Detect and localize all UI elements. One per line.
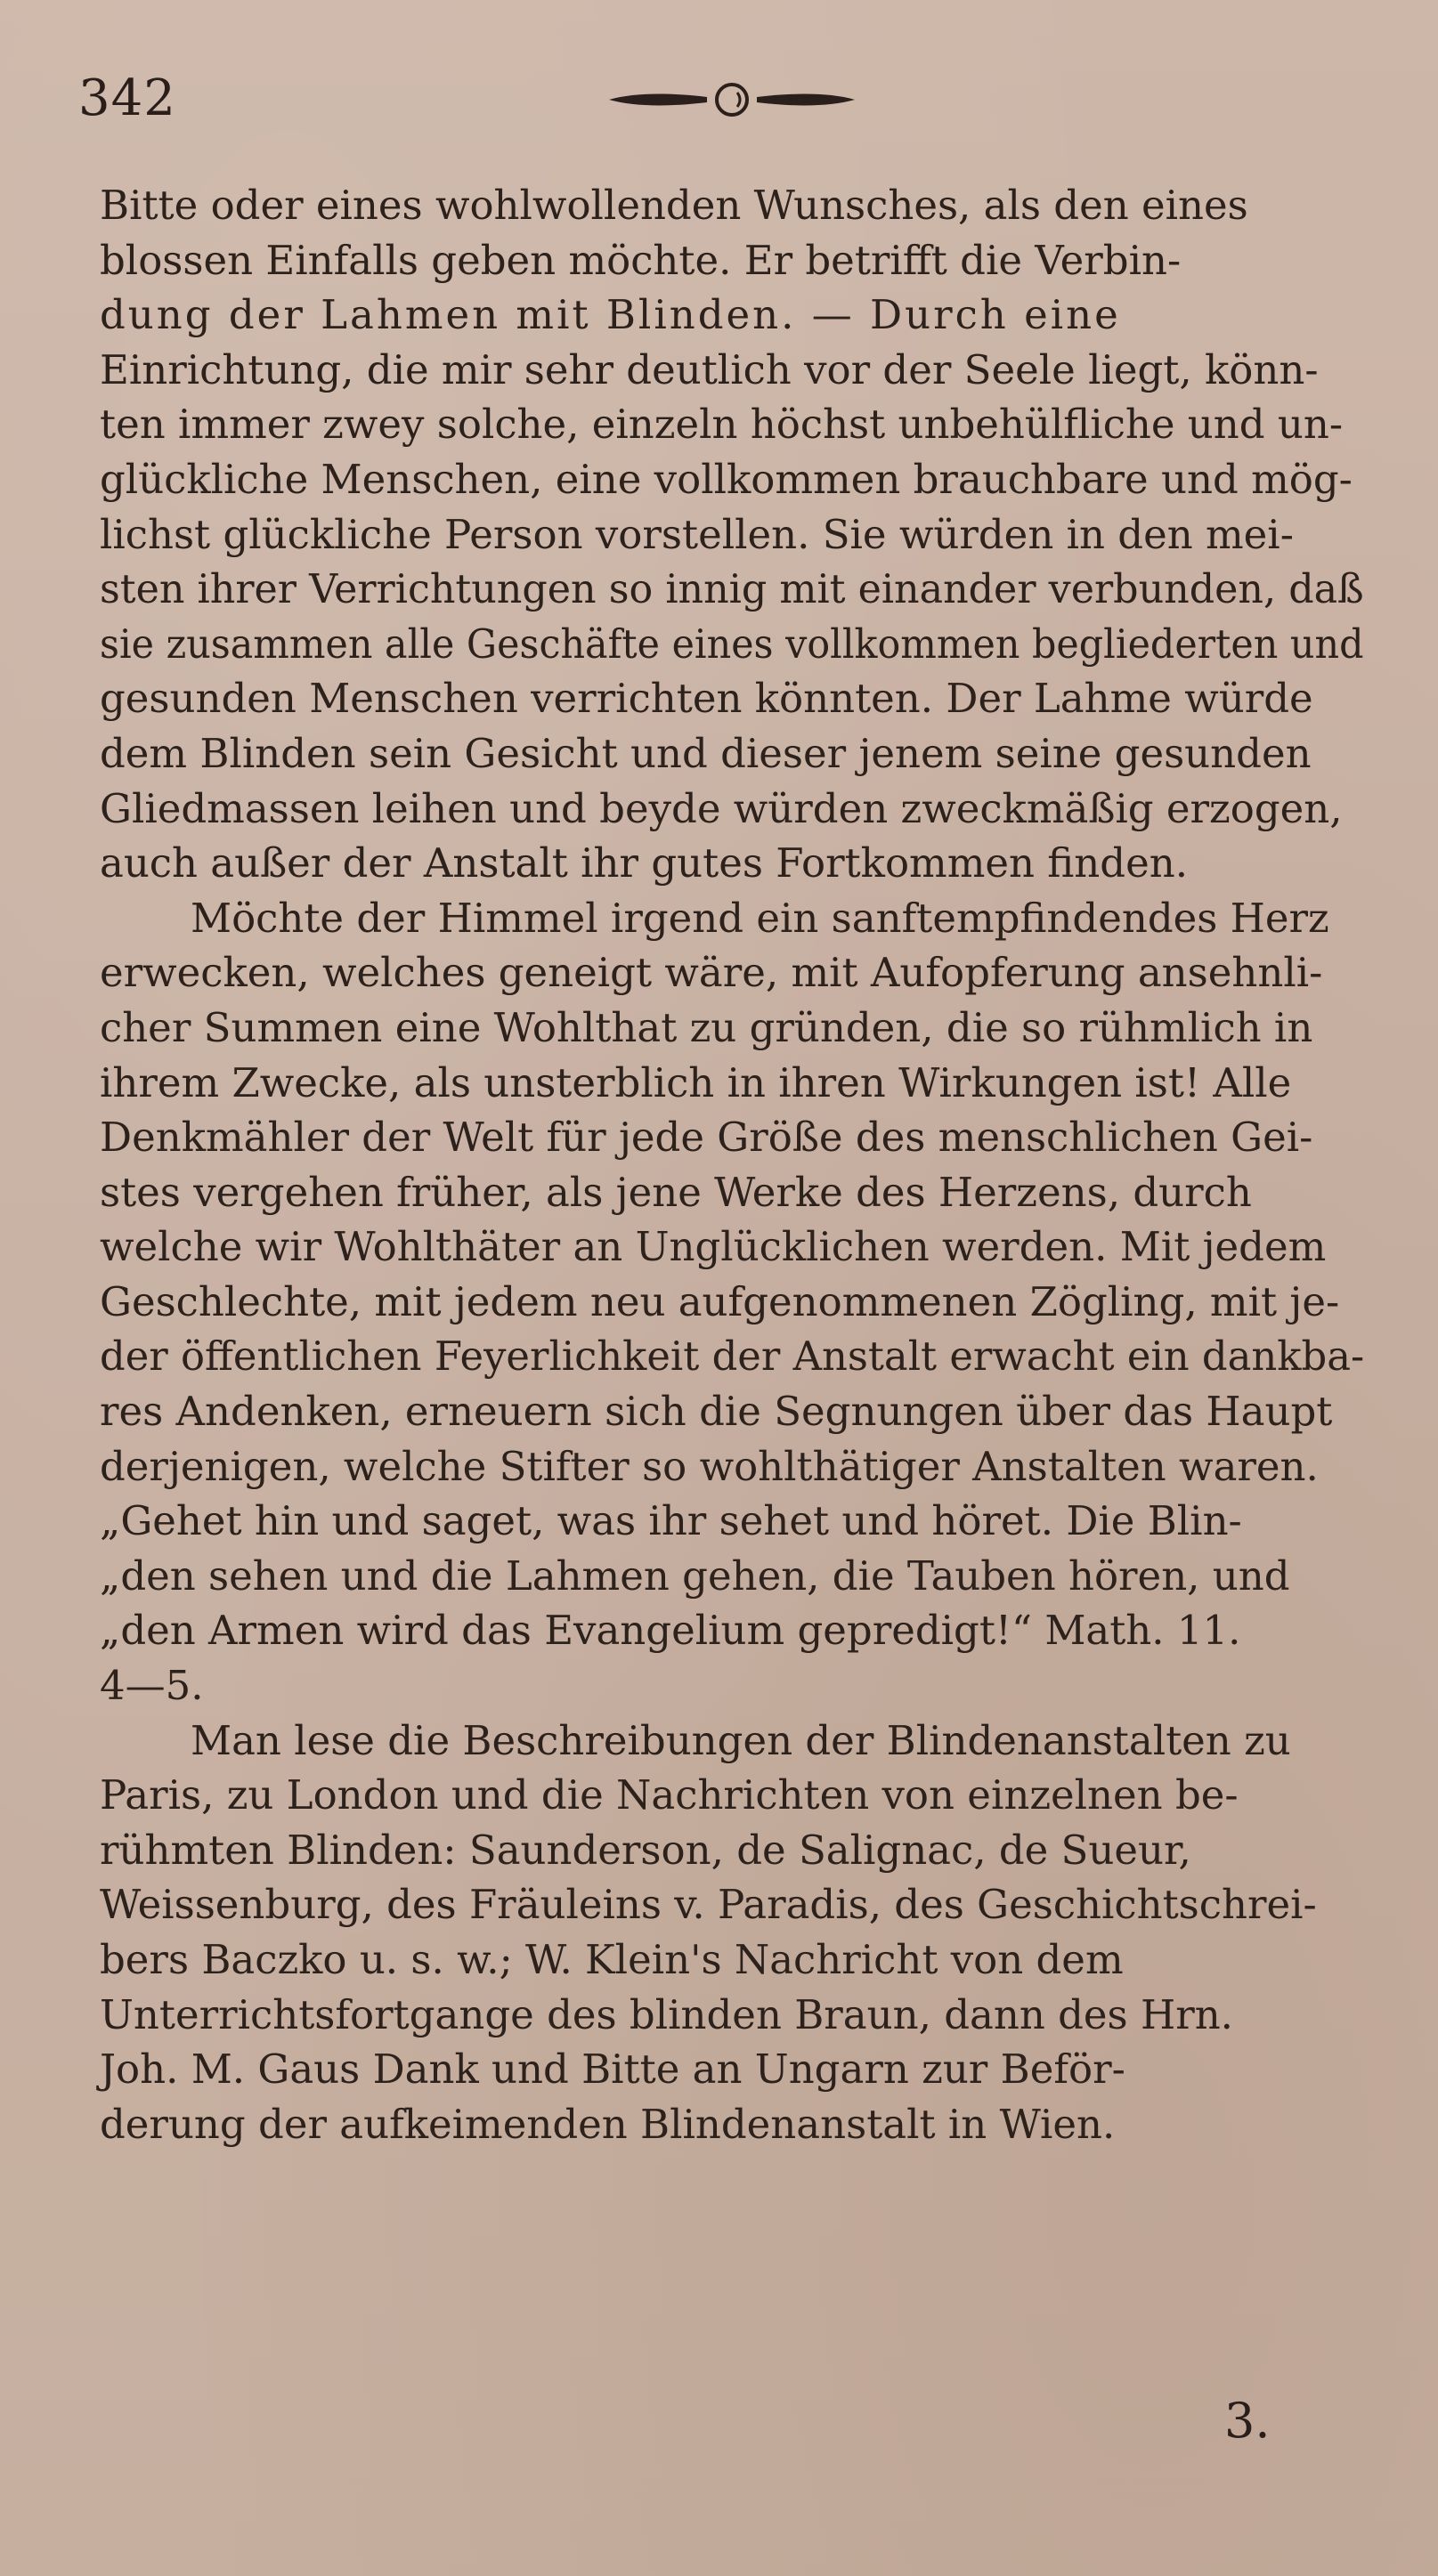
text-line: Joh. M. Gaus Dank und Bitte an Ungarn zur Beför-: [100, 2045, 1125, 2094]
text-line: welche wir Wohlthäter an Unglücklichen werden. Mit jedem: [100, 1223, 1327, 1271]
text-line: sten ihrer Verrichtungen so innig mit einander verbunden, daß: [100, 565, 1364, 613]
text-line: der öffentlichen Feyerlichkeit der Anstalt erwacht ein dankba-: [100, 1333, 1365, 1381]
page-number: 342: [78, 69, 176, 127]
text-line: Unterrichtsfortgange des blinden Braun, dann des Hrn.: [100, 1990, 1233, 2038]
text-line: ihrem Zwecke, als unsterblich in ihren Wirkungen ist! Alle: [100, 1058, 1292, 1106]
text-line: gesunden Menschen verrichten könnten. Der Lahme würde: [100, 675, 1313, 723]
text-line: cher Summen eine Wohlthat zu gründen, die so rühmlich in: [100, 1003, 1313, 1051]
text-line: bers Baczko u. s. w.; W. Klein's Nachricht von dem: [100, 1936, 1124, 1983]
text-line: ten immer zwey solche, einzeln höchst unbehülfliche und un-: [100, 401, 1344, 449]
text-line: Geschlechte, mit jedem neu aufgenommenen Zögling, mit je-: [100, 1277, 1340, 1325]
text-line: „den sehen und die Lahmen gehen, die Tauben hören, und: [100, 1551, 1290, 1600]
text-line: Gliedmassen leihen und beyde würden zweckmäßig erzogen,: [100, 784, 1343, 832]
text-line: derjenigen, welche Stifter so wohlthätiger Anstalten waren.: [100, 1442, 1319, 1490]
catchword: 3.: [1224, 2393, 1271, 2449]
text-line: Man lese die Beschreibungen der Blindenanstalten zu: [191, 1716, 1291, 1764]
text-line: derung der aufkeimenden Blindenanstalt in Wien.: [100, 2100, 1116, 2148]
text-line: Möchte der Himmel irgend ein sanftempfindendes Herz: [191, 894, 1329, 942]
text-line: dung der Lahmen mit Blinden. — Durch eine: [100, 291, 1121, 339]
text-line: Einrichtung, die mir sehr deutlich vor der Seele liegt, könn-: [100, 345, 1319, 393]
printer-ornament-icon: [607, 82, 857, 117]
text-line: erwecken, welches geneigt wäre, mit Aufopferung ansehnli-: [100, 949, 1323, 997]
text-line: stes vergehen früher, als jene Werke des Herzens, durch: [100, 1168, 1252, 1216]
text-line: „Gehet hin und saget, was ihr sehet und höret. Die Blin-: [100, 1497, 1242, 1545]
text-line: lichst glückliche Person vorstellen. Sie würden in den mei-: [100, 510, 1294, 558]
body-text: [100, 178, 1364, 2151]
page-header: [0, 0, 1438, 151]
text-line: res Andenken, erneuern sich die Segnungen über das Haupt: [100, 1388, 1333, 1436]
text-line: Bitte oder eines wohlwollenden Wunsches, als den eines: [100, 182, 1248, 229]
text-line: auch außer der Anstalt ihr gutes Fortkommen finden.: [100, 839, 1189, 887]
text-line: glückliche Menschen, eine vollkommen brauchbare und mög-: [100, 455, 1353, 503]
text-line: rühmten Blinden: Saunderson, de Salignac, de Sueur,: [100, 1826, 1191, 1874]
text-line: 4—5.: [100, 1662, 204, 1710]
text-line: sie zusammen alle Geschäfte eines vollkommen begliederten und: [100, 620, 1364, 668]
text-line: Weissenburg, des Fräuleins v. Paradis, des Geschichtschrei-: [100, 1881, 1317, 1929]
text-line: dem Blinden sein Gesicht und dieser jenem seine gesunden: [100, 729, 1312, 777]
text-line: Paris, zu London und die Nachrichten von einzelnen be-: [100, 1771, 1239, 1819]
text-line: blossen Einfalls geben möchte. Er betrifft die Verbin-: [100, 236, 1182, 284]
text-line: Denkmähler der Welt für jede Größe des menschlichen Gei-: [100, 1114, 1313, 1162]
text-line: „den Armen wird das Evangelium gepredigt!“ Math. 11.: [100, 1607, 1241, 1655]
